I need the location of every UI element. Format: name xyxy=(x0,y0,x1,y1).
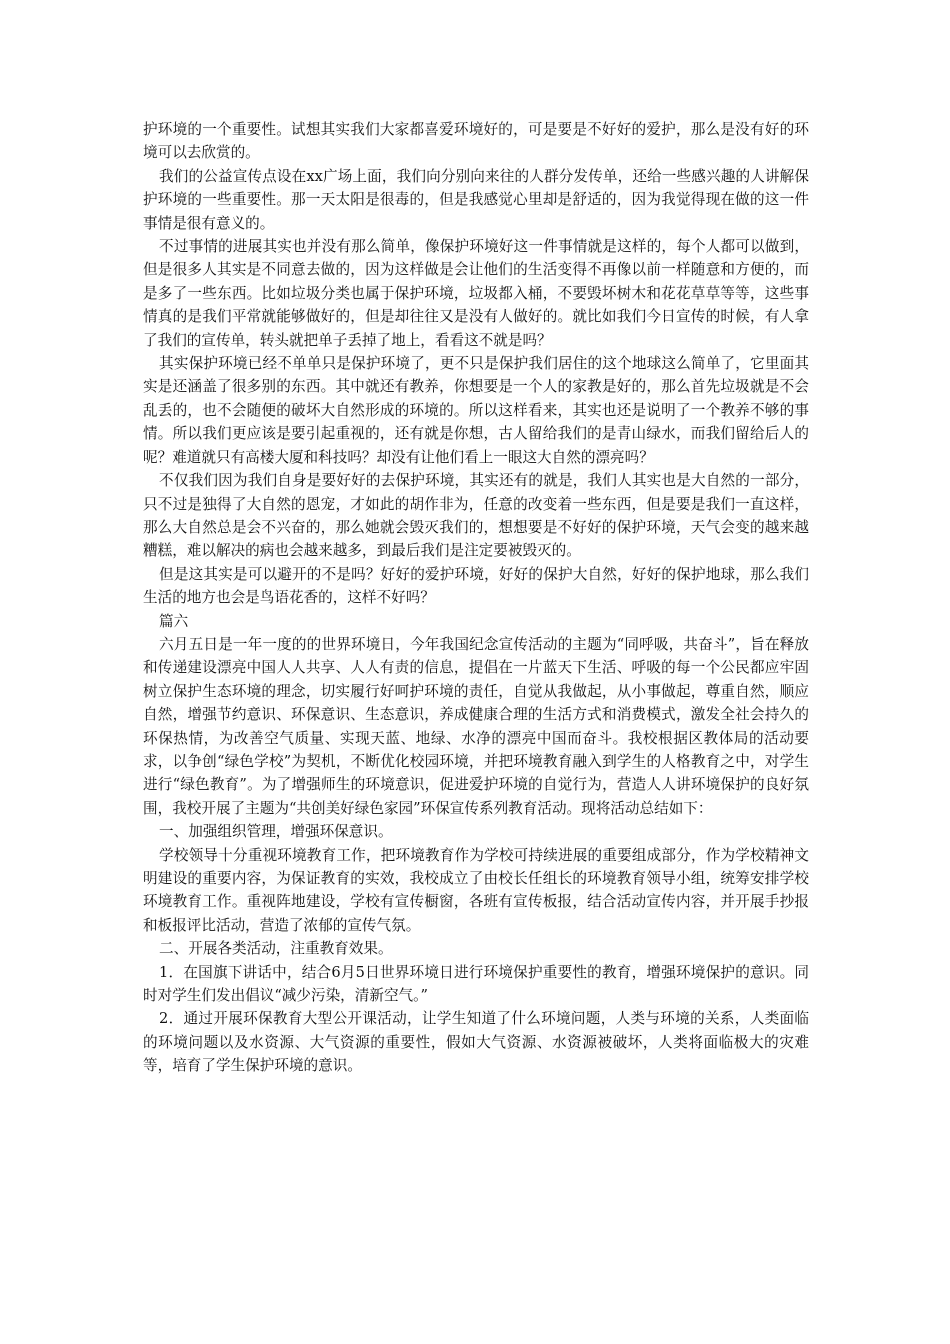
paragraph-environment-day: 六月五日是一年一度的的世界环境日，今年我国纪念宣传活动的主题为“同呼吸，共奋斗”，旨在释放和传递建设漂亮中国人人共享、人人有责的信息，提倡在一片蓝天下生活、呼吸的每一个公民都应牢固树立保护生态环境的理念，切实履行好呵护环境的责任，自觉从我做起，从小事做起，尊重自然，顺应自然，增强节约意识、环保意识、生态意识，养成健康合理的生活方式和消费模式，激发全社会持久的环保热情，为改善空气质量、实现天蓝、地绿、水净的漂亮中国而奋斗。我校根据区教体局的活动要求，以争创“绿色学校”为契机，不断优化校园环境，并把环境教育融入到学生的人格教育之中，对学生进行“绿色教育”。为了增强师生的环境意识，促进爱护环境的自觉行为，营造人人讲环境保护的良好氛围，我校开展了主题为“共创美好绿色家园”环保宣传系列教育活动。现将活动总结如下： xyxy=(143,635,809,817)
subheading-activities: 二、开展各类活动，注重教育效果。 xyxy=(159,940,393,958)
paragraph-school-leadership: 学校领导十分重视环境教育工作，把环境教育作为学校可持续进展的重要组成部分，作为学校精神文明建设的重要内容，为保证教育的实效，我校成立了由校长任组长的环境教育领导小组，统筹安排学校环境教育工作。重视阵地建设，学校有宣传橱窗，各班有宣传板报，结合活动宣传内容，并开展手抄报和板报评比活动，营造了浓郁的宣传气氛。 xyxy=(143,846,809,934)
paragraph-publicity-point: 我们的公益宣传点设在xx广场上面，我们向分别向来往的人群分发传单，还给一些感兴趣的人讲解保护环境的一些重要性。那一天太阳是很毒的，但是我感觉心里却是舒适的，因为我觉得现在做的这一件事情是很有意义的。 xyxy=(143,167,809,232)
paragraph-upbringing: 其实保护环境已经不单单只是保护环境了，更不只是保护我们居住的这个地球这么简单了，它里面其实是还涵盖了很多别的东西。其中就还有教养，你想要是一个人的家教是好的，那么首先垃圾就是不会乱丢的，也不会随便的破坏大自然形成的环境的。所以这样看来，其实也还是说明了一个教养不够的事情。所以我们更应该是要引起重视的，还有就是你想，古人留给我们的是青山绿水，而我们留给后人的呢？难道就只有高楼大厦和科技吗？却没有让他们看上一眼这大自然的漂亮吗？ xyxy=(143,355,809,466)
paragraph-progress: 不过事情的进展其实也并没有那么简单，像保护环境好这一件事情就是这样的，每个人都可以做到，但是很多人其实是不同意去做的，因为这样做是会让他们的生活变得不再像以前一样随意和方便的，而是多了一些东西。比如垃圾分类也属于保护环境，垃圾都入桶，不要毁坏树木和花花草草等等，这些事情真的是我们平常就能够做好的，但是却往往又是没有人做好的。就比如我们今日宣传的时候，有人拿了我们的宣传单，转头就把单子丢掉了地上，看看这不就是吗？ xyxy=(143,238,809,349)
subheading-organization: 一、加强组织管理，增强环保意识。 xyxy=(159,823,393,841)
paragraph-continuation: 护环境的一个重要性。试想其实我们大家都喜爱环境好的，可是要是不好好的爱护，那么是没有好的环境可以去欣赏的。 xyxy=(143,121,809,162)
paragraph-avoidable: 但是这其实是可以避开的不是吗？好好的爱护环境，好好的保护大自然，好好的保护地球，那么我们生活的地方也会是鸟语花香的，这样不好吗？ xyxy=(143,565,809,607)
list-item-open-class: 2．通过开展环保教育大型公开课活动，让学生知道了什么环境问题，人类与环境的关系，人类面临的环境问题以及水资源、大气资源的重要性，假如大气资源、水资源被破坏，人类将面临极大的灾难等，培育了学生保护环境的意识。 xyxy=(143,1010,809,1075)
paragraph-nature-part: 不仅我们因为我们自身是要好好的去保护环境，其实还有的就是，我们人其实也是大自然的一部分，只不过是独得了大自然的恩宠，才如此的胡作非为，任意的改变着一些东西，但是要是我们一直这样，那么大自然总是会不兴奋的，那么她就会毁灭我们的，想想要是不好好的保护环境，天气会变的越来越糟糕，难以解决的病也会越来越多，到最后我们是注定要被毁灭的。 xyxy=(143,472,809,560)
document-page xyxy=(143,118,809,1078)
list-item-flag-speech: 1．在国旗下讲话中，结合6月5日世界环境日进行环境保护重要性的教育，增强环境保护的意识。同时对学生们发出倡议“减少污染，清新空气。” xyxy=(143,963,809,1005)
section-heading-part-six: 篇六 xyxy=(159,612,189,630)
